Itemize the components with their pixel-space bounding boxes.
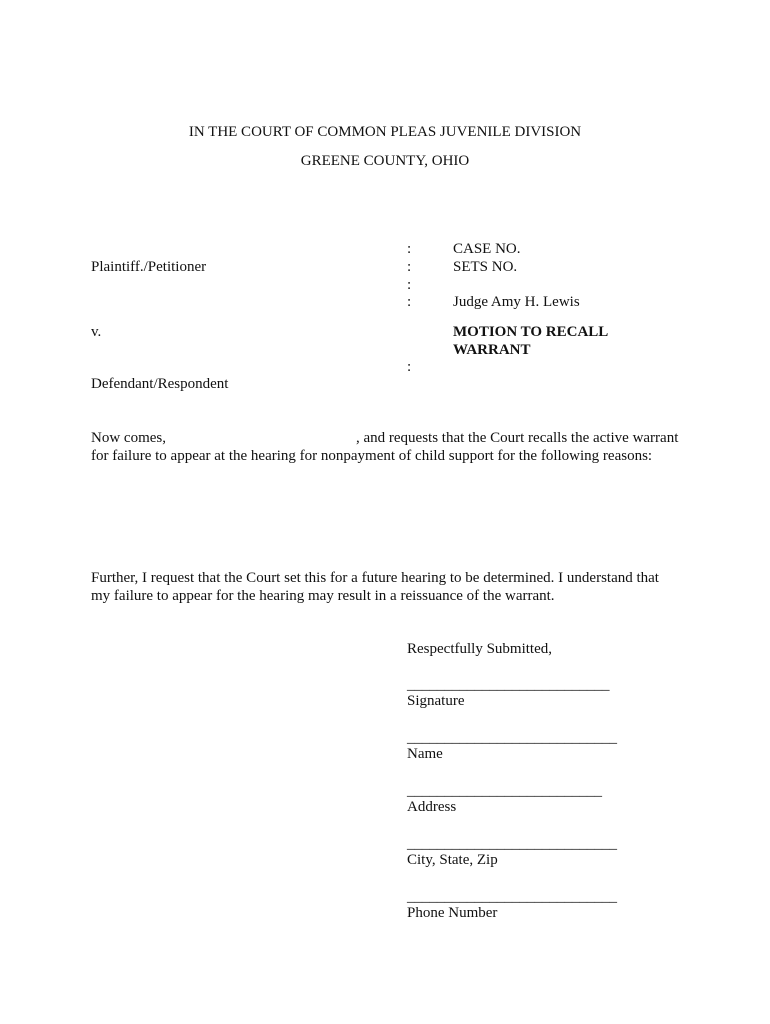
request-paragraph [91,429,681,465]
caption-colon: : [407,294,412,310]
sets-number-label: SETS NO. [453,259,518,275]
further-request-paragraph: Further, I request that the Court set this for a future hearing to be determined. I understand that my failure to appear for the hearing may result in a reissuance of the warrant. [91,570,659,604]
caption-colon: : [407,277,412,293]
motion-title: MOTION TO RECALL [453,324,609,340]
signature-line: ___________________________ [407,677,610,693]
judge-name: Judge Amy H. Lewis [453,294,580,310]
plaintiff-label: Plaintiff./Petitioner [91,259,207,275]
county-heading: GREENE COUNTY, OHIO [300,153,470,169]
name-line: ____________________________ [407,730,617,746]
caption-colon: : [407,259,412,275]
court-heading: IN THE COURT OF COMMON PLEAS JUVENILE DIVISION [188,124,582,140]
caption-colon: : [407,359,412,375]
defendant-label: Defendant/Respondent [91,376,229,392]
versus-label: v. [91,324,102,340]
now-comes-text: Now comes, [91,430,166,446]
phone-number-label: Phone Number [407,905,498,921]
city-state-zip-label: City, State, Zip [407,852,498,868]
case-number-label: CASE NO. [453,241,521,257]
name-label: Name [407,746,443,762]
city-state-zip-line: ____________________________ [407,836,617,852]
request-text: , and requests that the Court recalls the active warrant for failure to appear at the hearing for nonpayment of child support for the following reasons: [91,430,679,464]
motion-title: WARRANT [453,342,531,358]
caption-colon: : [407,241,412,257]
phone-number-line: ____________________________ [407,889,617,905]
closing-text: Respectfully Submitted, [407,641,552,657]
address-line: __________________________ [407,783,602,799]
signature-label: Signature [407,693,465,709]
address-label: Address [407,799,457,815]
